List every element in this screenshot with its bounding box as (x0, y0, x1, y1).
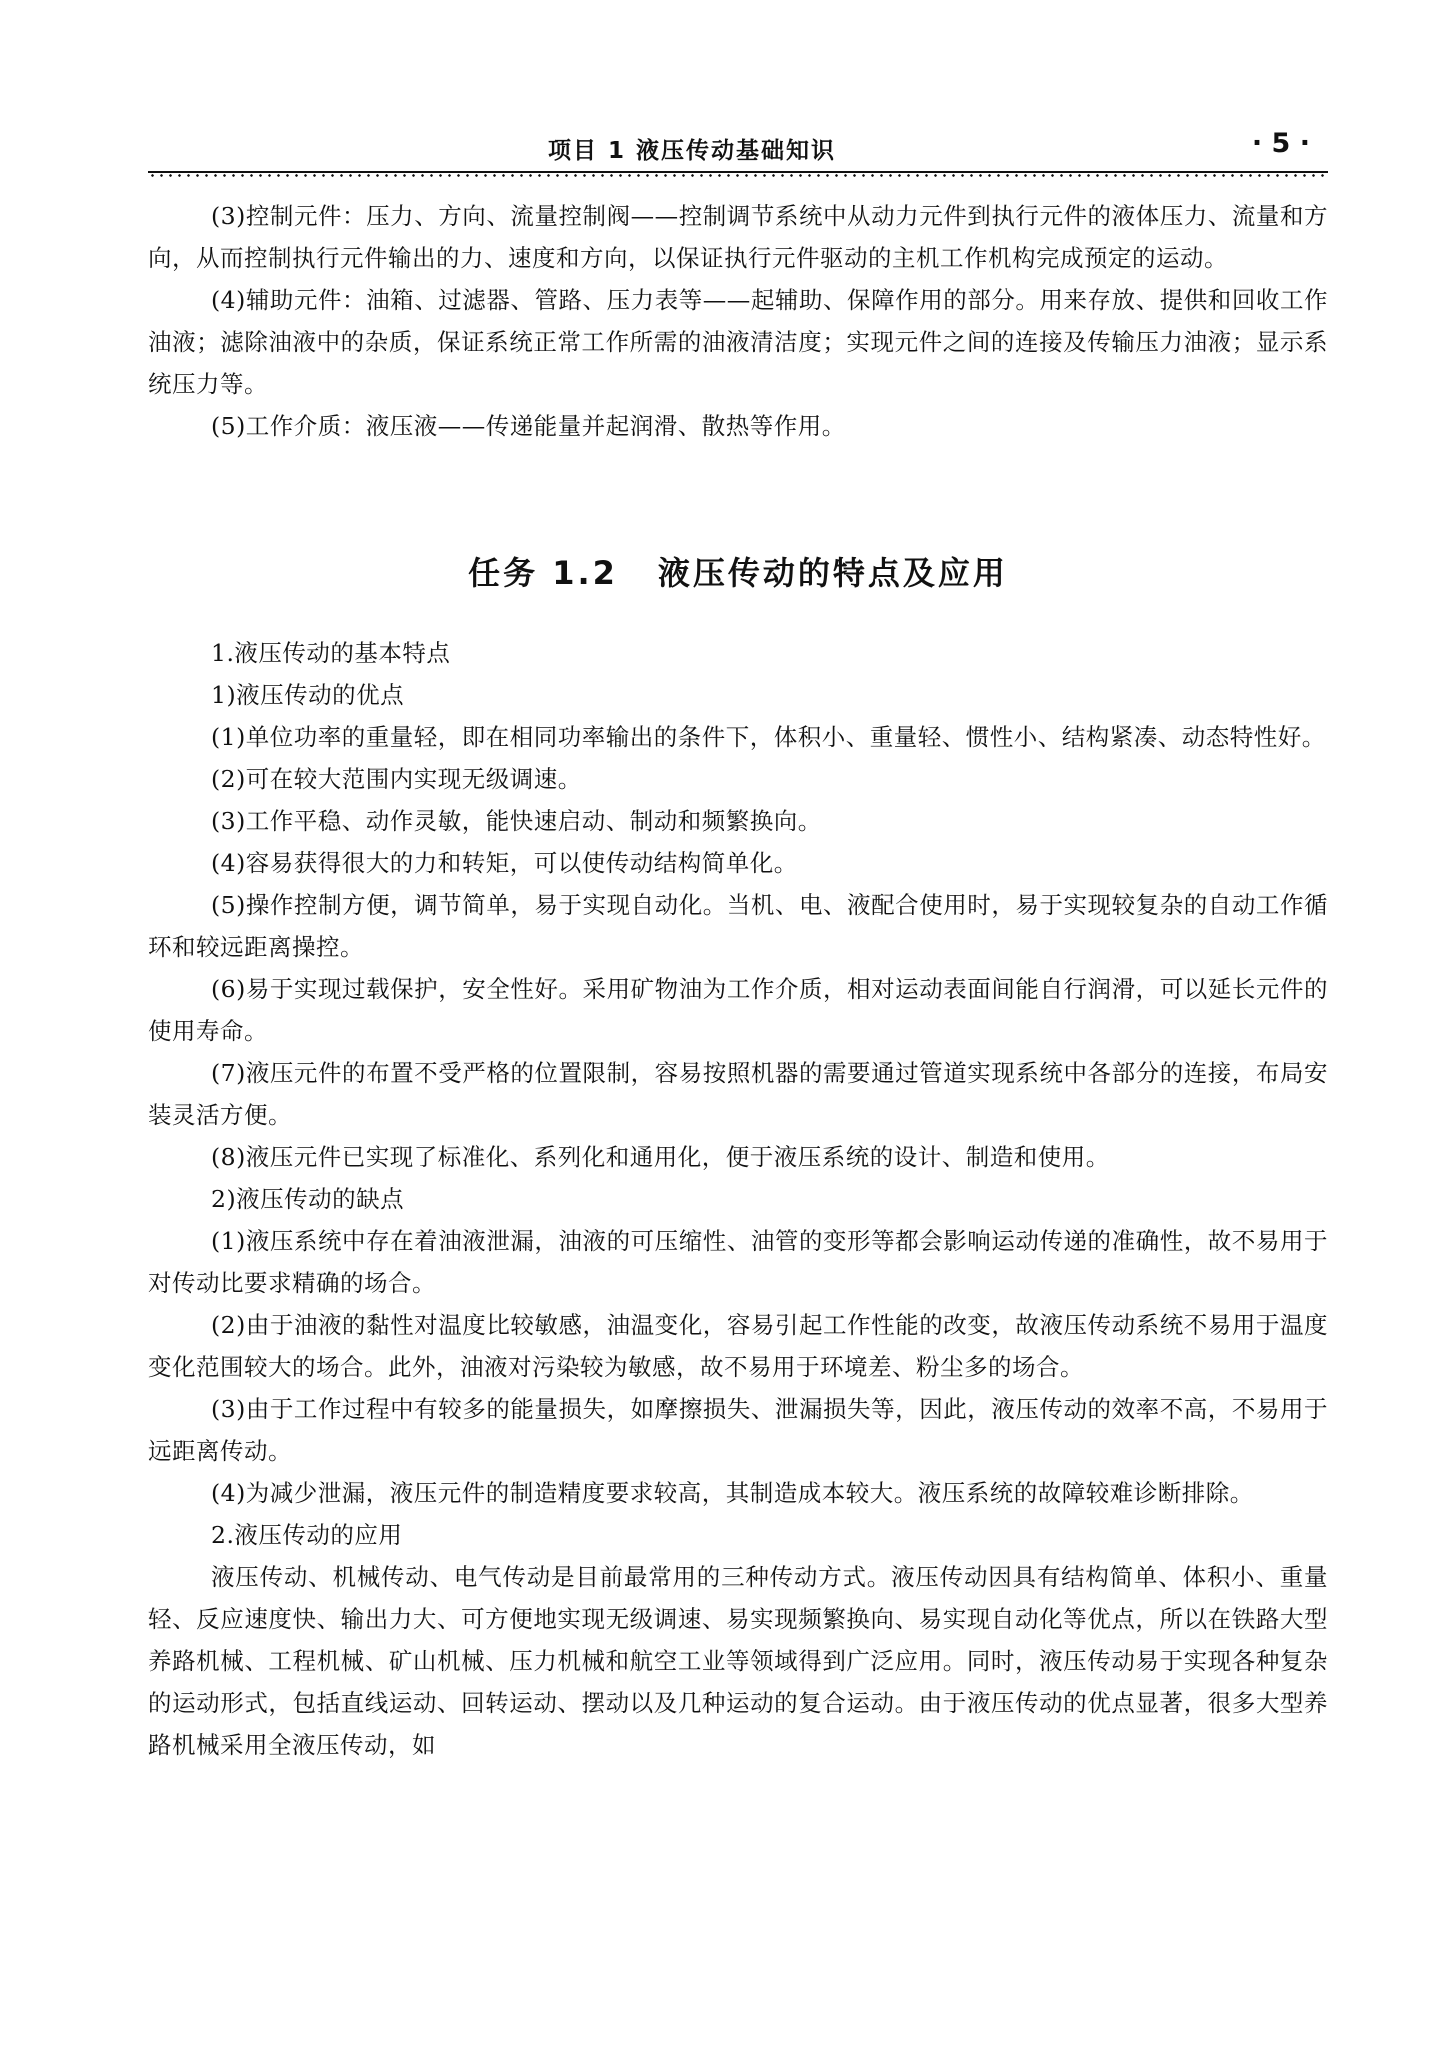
main-text-block (148, 632, 1328, 1766)
paragraph-auxiliary-components: (4)辅助元件：油箱、过滤器、管路、压力表等——起辅助、保障作用的部分。用来存放、提供和回收工作油液；滤除油液中的杂质，保证系统正常工作所需的油液清洁度；实现元件之间的连接及传输压力油液；显示系统压力等。 (148, 286, 1328, 398)
advantage-item: (4)容易获得很大的力和转矩，可以使传动结构简单化。 (211, 849, 798, 877)
advantage-item: (3)工作平稳、动作灵敏，能快速启动、制动和频繁换向。 (211, 807, 822, 835)
advantage-item: (1)单位功率的重量轻，即在相同功率输出的条件下，体积小、重量轻、惯性小、结构紧凑、动态特性好。 (211, 723, 1326, 751)
advantage-item: (5)操作控制方便，调节简单，易于实现自动化。当机、电、液配合使用时，易于实现较复杂的自动工作循环和较远距离操控。 (148, 891, 1328, 961)
section-title: 液压传动的特点及应用 (657, 554, 1008, 592)
disadvantage-item: (1)液压系统中存在着油液泄漏，油液的可压缩性、油管的变形等都会影响运动传递的准确性，故不易用于对传动比要求精确的场合。 (148, 1227, 1328, 1297)
header-rule-dots (148, 174, 1328, 177)
subheading-basic-features: 1.液压传动的基本特点 (211, 639, 451, 667)
advantage-item: (8)液压元件已实现了标准化、系列化和通用化，便于液压系统的设计、制造和使用。 (211, 1143, 1110, 1171)
running-header (148, 128, 1328, 168)
header-rule-line (148, 171, 1328, 173)
advantage-item: (2)可在较大范围内实现无级调速。 (211, 765, 582, 793)
subheading-disadvantages: 2)液压传动的缺点 (211, 1185, 405, 1213)
paragraph-control-components: (3)控制元件：压力、方向、流量控制阀——控制调节系统中从动力元件到执行元件的液体压力、流量和方向，从而控制执行元件输出的力、速度和方向，以保证执行元件驱动的主机工作机构完成预定的运动。 (148, 202, 1328, 272)
paragraph-working-medium: (5)工作介质：液压液——传递能量并起润滑、散热等作用。 (211, 412, 846, 440)
section-heading (148, 548, 1328, 594)
disadvantage-item: (3)由于工作过程中有较多的能量损失，如摩擦损失、泄漏损失等，因此，液压传动的效率不高，不易用于远距离传动。 (148, 1395, 1328, 1465)
paragraph-applications: 液压传动、机械传动、电气传动是目前最常用的三种传动方式。液压传动因具有结构简单、体积小、重量轻、反应速度快、输出力大、可方便地实现无级调速、易实现频繁换向、易实现自动化等优点，所以在铁路大型养路机械、工程机械、矿山机械、压力机械和航空工业等领域得到广泛应用。同时，液压传动易于实现各种复杂的运动形式，包括直线运动、回转运动、摆动以及几种运动的复合运动。由于液压传动的优点显著，很多大型养路机械采用全液压传动，如 (148, 1563, 1328, 1759)
page-number: · 5 · (1251, 128, 1310, 159)
advantage-item: (6)易于实现过载保护，安全性好。采用矿物油为工作介质，相对运动表面间能自行润滑，可以延长元件的使用寿命。 (148, 975, 1328, 1045)
subheading-applications: 2.液压传动的应用 (211, 1521, 403, 1549)
top-text-block (148, 195, 1328, 447)
header-rule (148, 171, 1328, 179)
book-page (148, 0, 1328, 2048)
subheading-advantages: 1)液压传动的优点 (211, 681, 405, 709)
section-number: 任务 1.2 (468, 554, 618, 592)
disadvantage-item: (4)为减少泄漏，液压元件的制造精度要求较高，其制造成本较大。液压系统的故障较难诊断排除。 (211, 1479, 1254, 1507)
disadvantage-item: (2)由于油液的黏性对温度比较敏感，油温变化，容易引起工作性能的改变，故液压传动系统不易用于温度变化范围较大的场合。此外，油液对污染较为敏感，故不易用于环境差、粉尘多的场合。 (148, 1311, 1328, 1381)
advantage-item: (7)液压元件的布置不受严格的位置限制，容易按照机器的需要通过管道实现系统中各部分的连接，布局安装灵活方便。 (148, 1059, 1328, 1129)
chapter-title: 项目 1 液压传动基础知识 (548, 138, 837, 164)
